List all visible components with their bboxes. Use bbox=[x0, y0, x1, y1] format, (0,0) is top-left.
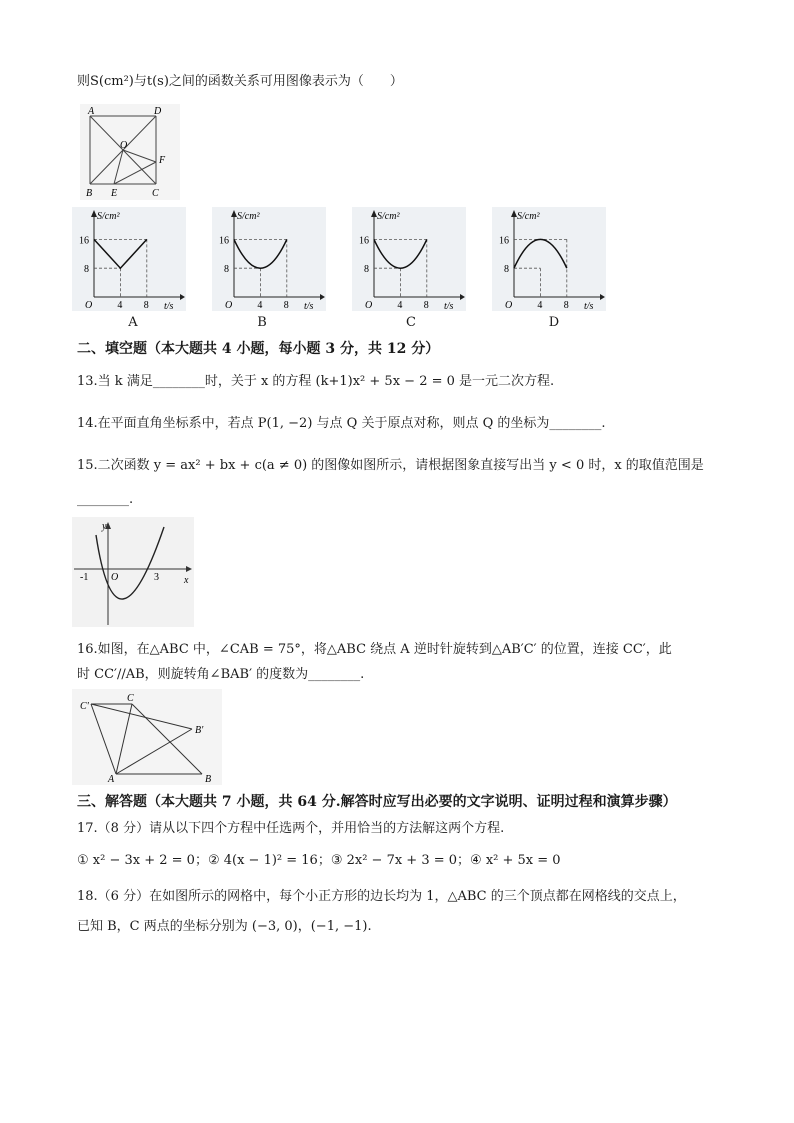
rotation-label-c: C bbox=[127, 693, 134, 704]
graph-x-tick-4: 4 bbox=[537, 300, 543, 311]
choice-option-a[interactable]: A bbox=[128, 315, 138, 330]
q17-line1: 17.（8 分）请从以下四个方程中任选两个，并用恰当的方法解这两个方程. bbox=[77, 821, 505, 836]
parabola-root-right: 3 bbox=[154, 572, 159, 583]
graph-x-tick-4: 4 bbox=[117, 300, 123, 311]
parabola-x-label: x bbox=[184, 575, 189, 586]
graph-y-tick-16: 16 bbox=[499, 235, 509, 247]
graph-origin-label: O bbox=[365, 300, 373, 311]
square-label-a: A bbox=[88, 106, 95, 117]
graph-x-axis-label: t/s bbox=[304, 301, 314, 311]
parabola-y-label: y bbox=[102, 521, 107, 532]
square-figure bbox=[80, 104, 180, 200]
graph-y-axis-label: S/cm² bbox=[517, 211, 540, 222]
choice-graph-c bbox=[352, 207, 466, 311]
q15-line1: 15.二次函数 y = ax² + bx + c(a ≠ 0) 的图像如图所示，请根据图象直接写出当 y < 0 时，x 的取值范围是 bbox=[77, 458, 704, 473]
graph-x-axis-label: t/s bbox=[444, 301, 454, 311]
q18-line1: 18.（6 分）在如图所示的网格中，每个小正方形的边长均为 1，△ABC 的三个顶点都在网格线的交点上， bbox=[77, 889, 686, 904]
graph-x-tick-8: 8 bbox=[143, 300, 149, 311]
graph-y-axis-label: S/cm² bbox=[97, 211, 120, 222]
q17-line2: ① x² − 3x + 2 = 0；② 4(x − 1)² = 16；③ 2x² − 7x + 3 = 0；④ x² + 5x = 0 bbox=[77, 853, 561, 868]
graph-x-tick-8: 8 bbox=[423, 300, 429, 311]
choice-graph-d bbox=[492, 207, 606, 311]
graph-x-axis-label: t/s bbox=[164, 301, 174, 311]
graph-y-tick-8: 8 bbox=[224, 264, 229, 276]
graph-y-axis-label: S/cm² bbox=[377, 211, 400, 222]
rotation-figure bbox=[72, 689, 222, 785]
choice-graph-b bbox=[212, 207, 326, 311]
choice-graph-a bbox=[72, 207, 186, 311]
square-label-o: O bbox=[120, 140, 128, 151]
graph-origin-label: O bbox=[225, 300, 233, 311]
q14-text: 14.在平面直角坐标系中，若点 P(1, −2) 与点 Q 关于原点对称，则点 Q 的坐标为________. bbox=[77, 416, 606, 431]
graph-x-tick-4: 4 bbox=[257, 300, 263, 311]
graph-y-axis-label: S/cm² bbox=[237, 211, 260, 222]
choice-option-c[interactable]: C bbox=[406, 315, 416, 330]
q16-line2: 时 CC′//AB，则旋转角∠BAB′ 的度数为________. bbox=[77, 667, 365, 682]
parabola-figure bbox=[72, 517, 194, 627]
graph-origin-label: O bbox=[505, 300, 513, 311]
choice-option-b[interactable]: B bbox=[257, 315, 267, 330]
graph-y-tick-8: 8 bbox=[364, 264, 369, 276]
graph-y-tick-16: 16 bbox=[219, 235, 229, 247]
square-label-f: F bbox=[159, 155, 166, 166]
rotation-label-c-prime: C' bbox=[80, 701, 89, 712]
graph-x-tick-8: 8 bbox=[283, 300, 289, 311]
q18-line2: 已知 B，C 两点的坐标分别为 (−3, 0)，(−1, −1). bbox=[77, 919, 372, 934]
square-label-b: B bbox=[86, 188, 93, 199]
choice-option-d[interactable]: D bbox=[548, 315, 560, 330]
rotation-label-b: B bbox=[205, 774, 212, 785]
square-label-c: C bbox=[152, 188, 159, 199]
graph-y-tick-16: 16 bbox=[359, 235, 369, 247]
graph-origin-label: O bbox=[85, 300, 93, 311]
rotation-label-b-prime: B' bbox=[195, 725, 204, 736]
section2-heading: 二、填空题（本大题共 4 小题，每小题 3 分，共 12 分） bbox=[77, 341, 440, 357]
q15-line2: ________. bbox=[77, 492, 134, 507]
graph-x-axis-label: t/s bbox=[584, 301, 594, 311]
rotation-label-a: A bbox=[108, 774, 115, 785]
parabola-root-left: -1 bbox=[80, 572, 89, 583]
parabola-origin-label: O bbox=[111, 572, 119, 583]
graph-x-tick-4: 4 bbox=[397, 300, 403, 311]
graph-y-tick-8: 8 bbox=[84, 264, 89, 276]
graph-y-tick-16: 16 bbox=[79, 235, 89, 247]
square-label-d: D bbox=[154, 106, 162, 117]
graph-y-tick-8: 8 bbox=[504, 264, 509, 276]
graph-x-tick-8: 8 bbox=[563, 300, 569, 311]
q13-text: 13.当 k 满足________时，关于 x 的方程 (k+1)x² + 5x − 2 = 0 是一元二次方程. bbox=[77, 374, 555, 389]
section3-heading: 三、解答题（本大题共 7 小题，共 64 分.解答时应写出必要的文字说明、证明过程和演算步骤） bbox=[77, 794, 677, 810]
q16-line1: 16.如图，在△ABC 中，∠CAB = 75°，将△ABC 绕点 A 逆时针旋转到△AB′C′ 的位置，连接 CC′，此 bbox=[77, 642, 672, 657]
q12-tail-text: 则S(cm²)与t(s)之间的函数关系可用图像表示为（ ） bbox=[77, 74, 403, 89]
square-label-e: E bbox=[111, 188, 118, 199]
